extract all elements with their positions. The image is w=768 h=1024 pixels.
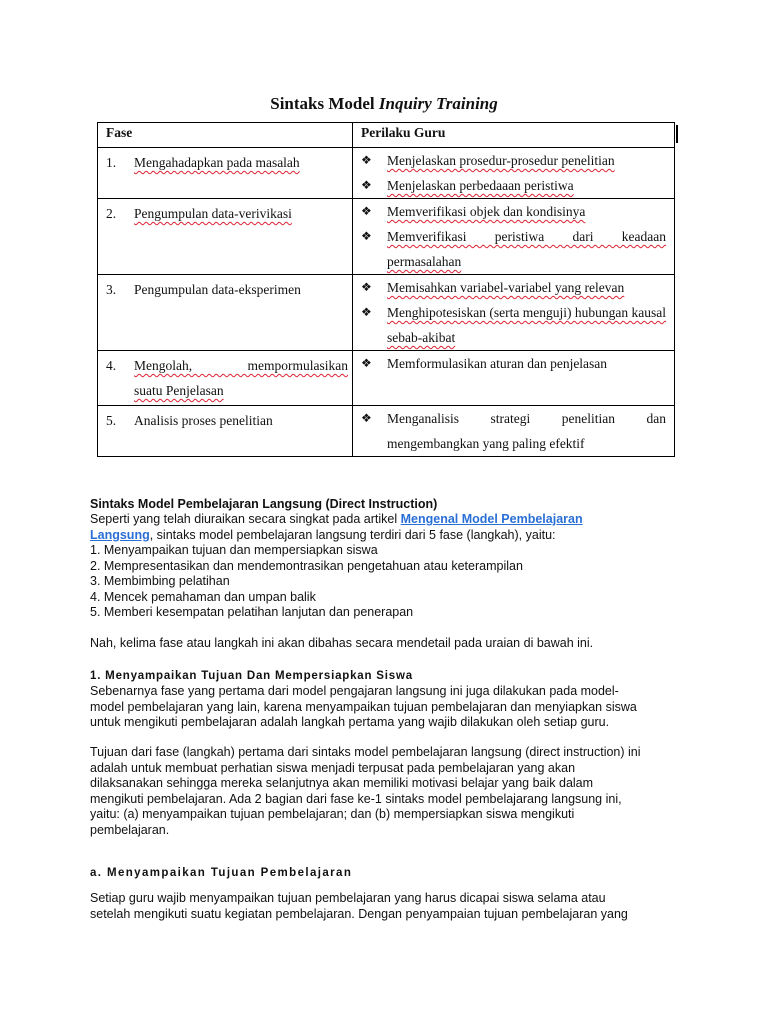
behavior-cell	[353, 351, 675, 406]
header-fase: Fase	[98, 123, 353, 148]
table-header-row	[98, 123, 675, 148]
table-row	[98, 406, 675, 457]
behavior-cell	[353, 148, 675, 199]
diamond-bullet-icon: ❖	[361, 204, 372, 218]
phase-text: Pengumpulan data-eksperimen	[134, 282, 301, 297]
section-1-paragraph-2	[90, 745, 680, 838]
diamond-bullet-icon: ❖	[361, 356, 372, 370]
paragraph-line: mengikuti pembelajaran. Ada 2 bagian dari fase ke-1 sintaks model pembelajarang langsung ini,	[90, 791, 622, 806]
phase-number: 5.	[106, 413, 117, 428]
transition-paragraph: Nah, kelima fase atau langkah ini akan dibahas secara mendetail pada uraian di bawah ini.	[90, 636, 594, 650]
behavior-text: Menghipotesiskan (serta menguji) hubungan kausal sebab-akibat	[387, 305, 666, 345]
phase-cell	[98, 199, 353, 275]
steps-list	[90, 543, 680, 621]
diamond-bullet-icon: ❖	[361, 305, 372, 319]
intro-text: Seperti yang telah diuraikan secara singkat pada artikel	[90, 512, 401, 526]
article-heading: Sintaks Model Pembelajaran Langsung (Direct Instruction)	[90, 497, 438, 511]
paragraph-line: dilaksanakan sehingga mereka selanjutnya akan memiliki motivasi belajar yang baik dalam	[90, 776, 594, 790]
phase-number: 2.	[106, 206, 117, 221]
paragraph-line: Sebenarnya fase yang pertama dari model pengajaran langsung ini juga dilakukan pada model-	[90, 684, 619, 698]
text-cursor	[676, 125, 678, 143]
subsection-a-paragraph	[90, 891, 680, 922]
phase-text: Analisis proses penelitian	[134, 413, 273, 428]
table-title: Sintaks Model Inquiry Training	[270, 94, 498, 113]
diamond-bullet-icon: ❖	[361, 153, 372, 167]
table-row	[98, 275, 675, 351]
table-row	[98, 199, 675, 275]
paragraph-line: adalah untuk membuat perhatian siswa menjadi terpusat pada pembelajaran yang akan	[90, 760, 576, 775]
article-link-continued[interactable]: Langsung	[90, 527, 150, 542]
phase-text-line: Mengolah, mempormulasikan	[134, 358, 348, 373]
list-item: 2. Mempresentasikan dan mendemontrasikan pengetahuan atau keterampilan	[90, 558, 523, 573]
behavior-text: Menganalisis strategi penelitian dan mengembangkan yang paling efektif	[387, 411, 666, 451]
inquiry-training-table	[97, 122, 675, 457]
list-item: 3. Membimbing pelatihan	[90, 574, 230, 588]
behavior-cell	[353, 199, 675, 275]
intro-text: , sintaks model pembelajaran langsung terdiri dari 5 fase (langkah), yaitu:	[149, 527, 556, 542]
paragraph-line: setelah mengikuti suatu kegiatan pembelajaran. Dengan penyampaian tujuan pembelajaran yang	[90, 906, 628, 921]
intro-paragraph	[90, 512, 680, 543]
diamond-bullet-icon: ❖	[361, 178, 372, 192]
phase-number: 1.	[106, 155, 117, 170]
behavior-cell	[353, 406, 675, 457]
behavior-text: Memformulasikan aturan dan penjelasan	[387, 356, 608, 371]
behavior-text: Menjelaskan perbedaaan peristiwa	[387, 178, 574, 193]
phase-cell	[98, 351, 353, 406]
phase-cell	[98, 148, 353, 199]
phase-number: 3.	[106, 282, 117, 297]
diamond-bullet-icon: ❖	[361, 229, 372, 243]
list-item: 1. Menyampaikan tujuan dan mempersiapkan siswa	[90, 543, 378, 557]
paragraph-line: model pembelajaran yang lain, karena menyampaikan tujuan pembelajaran dan menyiapkan siswa	[90, 699, 637, 714]
phase-text: Pengumpulan data-verivikasi	[134, 206, 292, 221]
paragraph-line: pembelajaran.	[90, 822, 170, 837]
paragraph-line: untuk mengikuti pembelajaran adalah langkah pertama yang wajib dilakukan oleh setiap guru.	[90, 715, 610, 729]
behavior-text: Memverifikasi peristiwa dari keadaan permasalahan	[387, 229, 666, 269]
table-row	[98, 148, 675, 199]
header-perilaku-guru: Perilaku Guru	[353, 123, 675, 148]
phase-cell	[98, 275, 353, 351]
phase-text-line: suatu Penjelasan	[134, 383, 224, 398]
paragraph-line: yaitu: (a) menyampaikan tujuan pembelajaran; dan (b) mempersiapkan siswa mengikuti	[90, 807, 575, 821]
behavior-text: Memverifikasi objek dan kondisinya	[387, 204, 586, 219]
phase-number: 4.	[106, 358, 117, 373]
table-row	[98, 351, 675, 406]
article-link[interactable]: Mengenal Model Pembelajaran	[400, 512, 583, 526]
list-item: 4. Mencek pemahaman dan umpan balik	[90, 589, 316, 604]
list-item: 5. Memberi kesempatan pelatihan lanjutan dan penerapan	[90, 605, 414, 619]
diamond-bullet-icon: ❖	[361, 280, 372, 294]
behavior-text: Memisahkan variabel-variabel yang relevan	[387, 280, 625, 295]
phase-text: Mengahadapkan pada masalah	[134, 155, 300, 170]
phase-cell	[98, 406, 353, 457]
paragraph-line: Tujuan dari fase (langkah) pertama dari sintaks model pembelajaran langsung (direct instruction) ini	[90, 745, 641, 759]
paragraph-line: Setiap guru wajib menyampaikan tujuan pembelajaran yang harus dicapai siswa selama atau	[90, 891, 606, 905]
diamond-bullet-icon: ❖	[361, 411, 372, 425]
section-1-paragraph-1	[90, 684, 680, 731]
subsection-a-heading: a. Menyampaikan Tujuan Pembelajaran	[90, 867, 353, 879]
behavior-cell	[353, 275, 675, 351]
behavior-text: Menjelaskan prosedur-prosedur penelitian	[387, 153, 615, 168]
section-1-heading: 1. Menyampaikan Tujuan Dan Mempersiapkan Siswa	[90, 670, 413, 682]
